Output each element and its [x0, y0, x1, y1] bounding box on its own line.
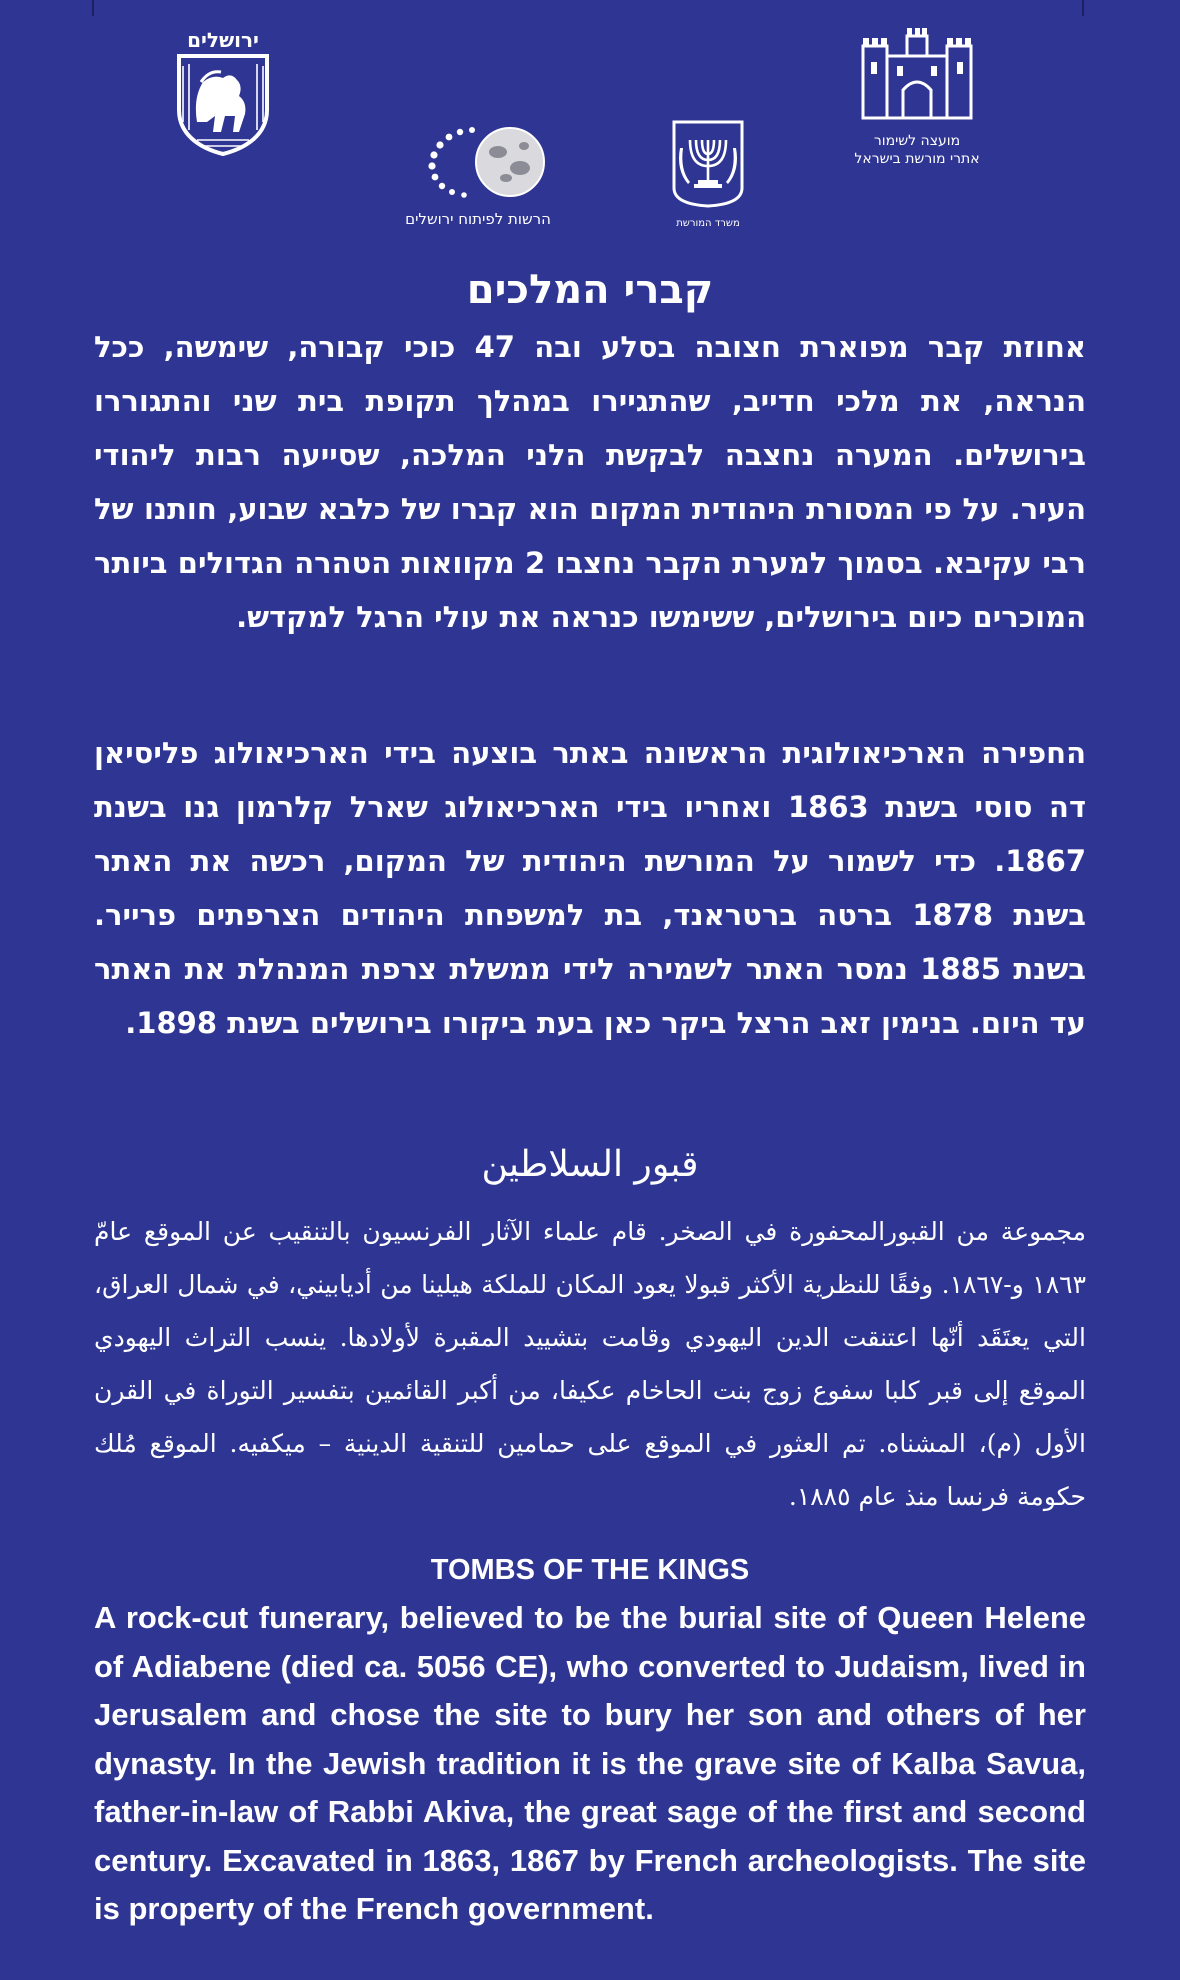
council-caption: [842, 132, 992, 168]
english-title: TOMBS OF THE KINGS: [430, 1554, 750, 1586]
jerusalem-emblem-logo: [168, 30, 278, 160]
council-caption-line1: מועצה לשימור: [873, 133, 961, 149]
heritage-caption: משרד המורשת: [676, 218, 740, 229]
arabic-paragraph: مجموعة من القبورالمحفورة في الصخر. قام علماء الآثار الفرنسيون بالتنقيب عن الموقع عامّ ١٨٦٣ و-١٨٦٧. وفقًا للنظرية الأكثر قبولا يعود المكان للملكة هيلينا من أديابيني، في شمال العراق، التي يعتَقَد أنّها اعتنقت الدين اليهودي وقامت بتشييد المقبرة لأولادها. ينسب التراث اليهودي الموقع إلى قبر كلبا سفوع زوج بنت الحاخام عكيفا، من أكبر القائمين بتفسير التوراة في القرن الأول (م)، المشناه. تم العثور في الموقع على حمامين للتنقية الدينية – ميكفيه. الموقع مُلك حكومة فرنسا منذ عام ١٨٨٥.: [94, 1217, 1086, 1511]
hebrew-paragraph-2: החפירה הארכיאולוגית הראשונה באתר בוצעה בידי הארכיאולוג פליסיאן דה סוסי בשנת 1863 ואחריו בידי הארכיאולוג שארל קלרמון גנו בשנת 1867. כדי לשמור על המורשת היהודית של המקום, רכשה את האתר בשנת 1878 ברטה ברטראנד, בת למשפחת היהודים הצרפתים פרייר. בשנת 1885 נמסר האתר לשמירה לידי ממשלת צרפת המנהלת את האתר עד היום. בנימין זאב הרצל ביקר כאן בעת ביקורו בירושלים בשנת 1898.: [94, 736, 1086, 1040]
menorah-emblem-icon: [668, 118, 748, 210]
edge-tick-left: [92, 0, 94, 16]
council-caption-line2: אתרי מורשת בישראל: [854, 151, 980, 167]
jerusalem-emblem-wordmark: ירושלים: [187, 28, 259, 52]
heritage-council-logo: [842, 26, 992, 168]
lion-shield-icon: [173, 52, 273, 156]
arabic-title: قبور السلاطين: [481, 1144, 699, 1185]
jda-logo: [378, 120, 578, 229]
city-gate-icon: [857, 26, 977, 120]
edge-tick-right: [1082, 0, 1084, 16]
globe-dots-icon: [398, 120, 558, 200]
heritage-ministry-logo: [658, 118, 758, 230]
jda-caption: הרשות לפיתוח ירושלים: [405, 210, 551, 228]
english-paragraph: A rock-cut funerary, believed to be the burial site of Queen Helene of Adiabene (died ca. 5056 CE), who converted to Judaism, lived in Jerusalem and chose the site to bury her son and others of her dynasty. In the Jewish tradition it is the grave site of Kalba Savua, father-in-law of Rabbi Akiva, the great sage of the first and second century. Excavated in 1863, 1867 by French archeologists. The site is property of the French government.: [94, 1600, 1086, 1926]
hebrew-paragraph-1: אחוזת קבר מפוארת חצובה בסלע ובה 47 כוכי קבורה, שימשה, ככל הנראה, את מלכי חדייב, שהתגיירו במהלך תקופת בית שני והתגוררו בירושלים. המערה נחצבה לבקשת הלני המלכה, שסייעה רבות ליהודי העיר. על פי המסורת היהודית המקום הוא קברו של כלבא שבוע, חותנו של רבי עקיבא. בסמוך למערת הקבר נחצבו 2 מקוואות הטהרה הגדולים ביותר המוכרים כיום בירושלים, ששימשו כנראה את עולי הרגל למקדש.: [94, 330, 1087, 634]
hebrew-title: קברי המלכים: [466, 267, 714, 313]
